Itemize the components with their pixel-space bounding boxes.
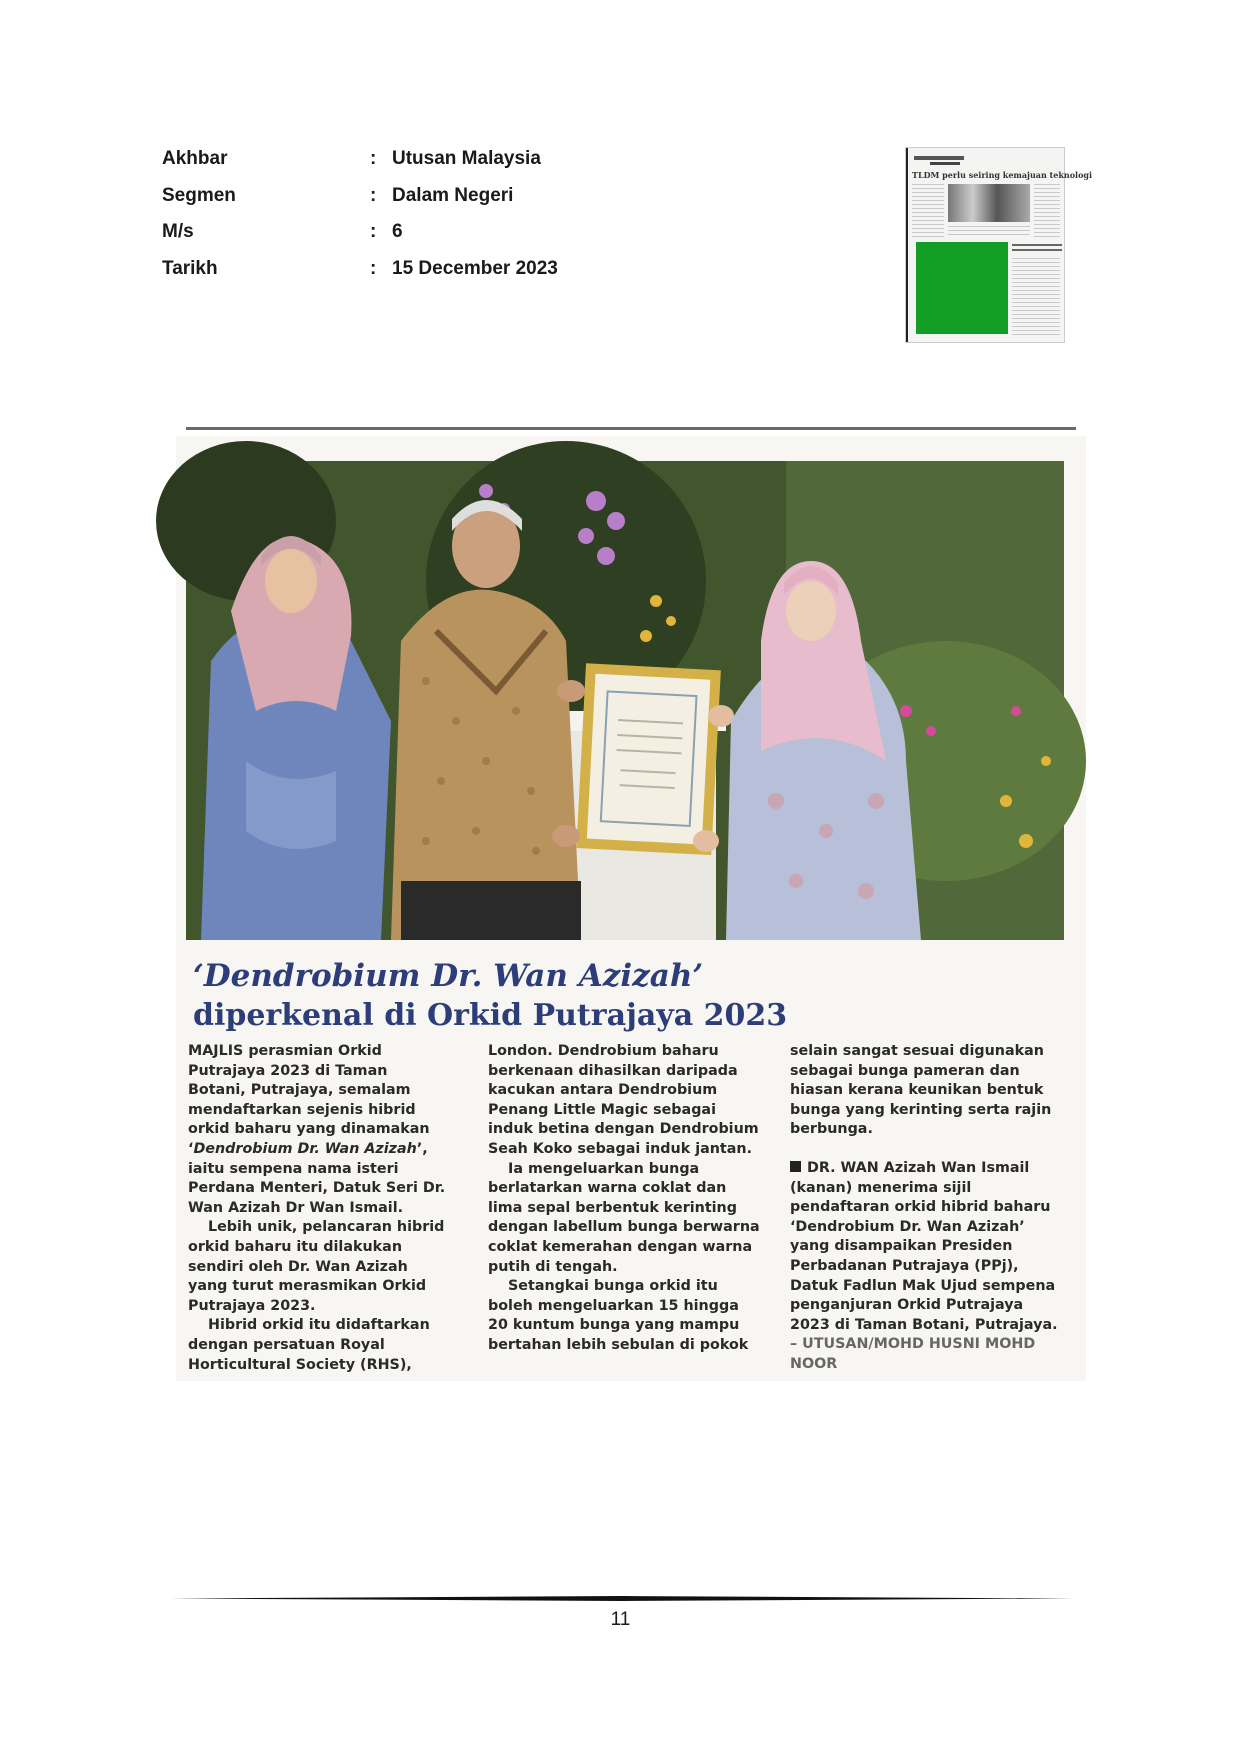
meta-value-newspaper: Utusan Malaysia (392, 148, 541, 169)
thumbnail-text-column (948, 226, 1030, 238)
thumbnail-text-column (1012, 258, 1060, 338)
meta-value-page: 6 (392, 221, 403, 242)
highlighted-article-area (916, 242, 1008, 334)
photo-illustration (186, 461, 1064, 940)
paragraph: selain sangat sesuai digunakan sebagai bunga pameran dan hiasan kerana keunikan bentuk bunga yang kerinting serta rajin berbunga. (790, 1043, 1052, 1138)
meta-colon: : (370, 148, 377, 169)
page-number: 11 (610, 1609, 631, 1630)
photo-caption (790, 1159, 1062, 1335)
meta-label: M/s (162, 221, 194, 242)
paragraph: Setangkai bunga orkid itu boleh mengeluarkan 15 hingga 20 kuntum bunga yang mampu bertahan lebih sebulan di pokok (488, 1278, 749, 1353)
headline-line-2: diperkenal di Orkid Putrajaya 2023 (193, 998, 788, 1033)
meta-colon: : (370, 257, 377, 279)
headline-line-1: ‘Dendrobium Dr. Wan Azizah’ (193, 958, 704, 994)
thumbnail-section-label (930, 162, 960, 165)
newspaper-page-thumbnail (906, 148, 1093, 342)
article-headline (193, 956, 1063, 1036)
meta-value-date: 15 December 2023 (392, 257, 558, 279)
orchid-name: Dendrobium Dr. Wan Azizah (193, 1140, 417, 1157)
meta-label: Segmen (162, 184, 236, 206)
thumbnail-masthead (914, 156, 964, 160)
caption-text: DR. WAN Azizah Wan Ismail (kanan) menerima sijil pendaftaran orkid hibrid baharu ‘Dendrobium Dr. Wan Azizah’ yang disampaikan Presiden Perbadanan Putrajaya (PPj), Datuk Fadlun Mak Ujud sempena penganjuran Orkid Putrajaya 2023 di Taman Botani, Putrajaya. (790, 1159, 1058, 1333)
text-run: MAJLIS perasmian Orkid Putrajaya 2023 di Taman Botani, Putrajaya, semalam mendaftarkan sejenis hibrid orkid baharu yang dinamakan ‘ (188, 1043, 430, 1157)
thumbnail-text-column (912, 184, 944, 238)
article-column-3 (790, 1042, 1062, 1375)
paragraph: Lebih unik, pelancaran hibrid orkid baharu itu dilakukan sendiri oleh Dr. Wan Azizah yang turut merasmikan Orkid Putrajaya 2023. (188, 1219, 445, 1314)
thumbnail-photo (948, 184, 1030, 222)
photo-credit: – UTUSAN/MOHD HUSNI MOHD NOOR (790, 1336, 1036, 1372)
caption-bullet-icon (790, 1161, 801, 1172)
meta-label: Tarikh (162, 257, 218, 279)
meta-colon: : (370, 184, 377, 206)
thumbnail-headline: TLDM perlu seiring kemajuan teknologi (912, 170, 1093, 180)
text-run: ’, iaitu sempena nama isteri Perdana Menteri, Datuk Seri Dr. Wan Azizah Dr Wan Ismail. (188, 1140, 446, 1216)
meta-value-segment: Dalam Negeri (392, 184, 514, 206)
paragraph: London. Dendrobium baharu berkenaan dihasilkan daripada kacukan antara Dendrobium Penang Little Magic sebagai induk betina dengan Dendrobium Seah Koko sebagai induk jantan. (488, 1043, 759, 1157)
paragraph: Ia mengeluarkan bunga berlatarkan warna coklat dan lima sepal berbentuk kerinting dengan labellum bunga berwarna coklat kemerahan dengan warna putih di tengah. (488, 1160, 760, 1275)
article-photo (186, 461, 1064, 940)
meta-colon: : (370, 221, 377, 242)
thumbnail-text-column (1034, 184, 1060, 238)
meta-label: Akhbar (162, 148, 228, 169)
article-column-1 (188, 1042, 450, 1375)
article-column-2 (488, 1042, 763, 1356)
paragraph (188, 1042, 450, 1218)
thumbnail-subheadline (1012, 244, 1062, 254)
clipping-top-rule (186, 427, 1076, 430)
footer-rule (171, 1596, 1073, 1601)
paragraph: Hibrid orkid itu didaftarkan dengan persatuan Royal Horticultural Society (RHS), (188, 1317, 430, 1373)
